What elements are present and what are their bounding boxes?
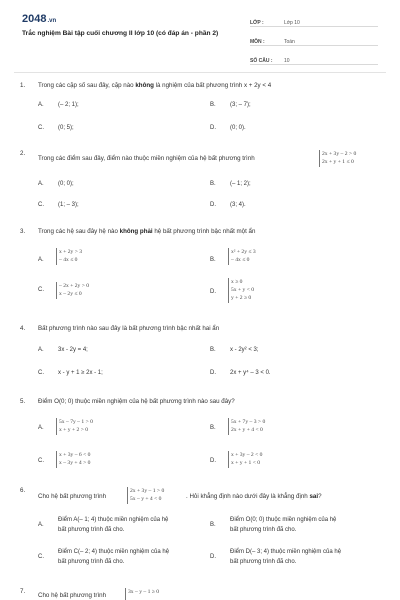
question-number: 6. xyxy=(20,487,26,494)
question-1: 1. Trong các cặp số sau đây, cặp nào không là nghiệm của bất phương trình x + 2y < 4 A. (– 2; 1); B. (3; – 7); C. (0; 5); D. (0; 0). xyxy=(20,82,382,134)
class-label: LỚP : xyxy=(250,20,264,26)
question-number: 1. xyxy=(20,82,26,89)
keyword: sai xyxy=(309,493,319,500)
count-value: 10 xyxy=(284,58,290,64)
system-brace xyxy=(125,588,126,600)
question-number: 3. xyxy=(20,228,26,235)
system-brace xyxy=(228,278,229,303)
option-d-system: x ≥ 0 5x + y < 0 y + 2 ≥ 0 xyxy=(231,279,255,301)
question-text: Trong các điểm sau đây, điểm nào thuộc miền nghiệm của hệ bất phương trình xyxy=(38,155,255,162)
question-2: 2. Trong các điểm sau đây, điểm nào thuộc miền nghiệm của hệ bất phương trình 2x + 3y – 2 > 0 2x + y + 1 ≤ 0 A. (0; 0); B. (– 1; 2); C. (1; – 3); D. (3; 4). xyxy=(20,150,382,216)
logo-suffix: .vn xyxy=(47,18,57,24)
question-text: Cho hệ bất phương trình xyxy=(38,493,107,500)
question-3: 3. Trong các hệ sau đây hệ nào không phải hệ bất phương trình bậc nhất một ẩn A. x + 2y > 3 – 4x ≤ 0 B. x² + 2y ≤ 3 – 4x ≤ 0 C. – 2x + 2y > 0 x – 2y ≤ 0 D. x ≥ 0 5x + y < 0 y + 2 ≥ 0 xyxy=(20,228,382,312)
subject-value: Toán xyxy=(284,39,295,45)
system-brace xyxy=(319,150,320,167)
worksheet-meta xyxy=(250,14,378,71)
question-text: Cho hệ bất phương trình xyxy=(38,592,107,599)
subject-label: MÔN : xyxy=(250,39,265,45)
question-5: 5. Điểm O(0; 0) thuộc miền nghiệm của hệ bất phương trình nào sau đây? A. 5x – 7y – 1 > 0 x + y + 2 > 0 B. 5x + 7y – 3 > 0 2x + y + 4 < 0 C. x + 3y – 6 < 0 x – 3y + 4 > 0 D. x + 3y – 2 < 0 x + y + 1 < 0 xyxy=(20,398,382,474)
system-brace xyxy=(228,451,229,468)
worksheet-title: Trắc nghiệm Bài tập cuối chương II lớp 10 (có đáp án - phần 2) xyxy=(22,30,219,37)
system-brace xyxy=(56,418,57,435)
question-number: 7. xyxy=(20,588,26,595)
question-number: 5. xyxy=(20,398,26,405)
question-text: Trong các hệ sau đây hệ nào không phải hệ bất phương trình bậc nhất một ẩn xyxy=(38,228,256,235)
question-text: Bất phương trình nào sau đây là bất phương trình bậc nhất hai ẩn xyxy=(38,325,220,332)
question-text-continued: . Hỏi khẳng định nào dưới đây là khẳng định sai? xyxy=(186,493,322,500)
option-d-system: x + 3y – 2 < 0 x + y + 1 < 0 xyxy=(231,452,263,466)
keyword: không xyxy=(135,82,154,89)
system-of-inequalities: 2x + 3y – 1 > 0 5x – y + 4 < 0 xyxy=(130,488,165,502)
system-brace xyxy=(56,282,57,299)
class-row xyxy=(250,14,378,27)
system-of-inequalities: 3x – y – 1 ≥ 0 xyxy=(128,589,160,595)
question-number: 4. xyxy=(20,325,26,332)
header-divider xyxy=(14,72,386,73)
question-number: 2. xyxy=(20,150,26,157)
system-brace xyxy=(228,248,229,265)
count-row xyxy=(250,52,378,65)
logo-text: 2048 xyxy=(22,13,47,25)
system-brace xyxy=(56,248,57,265)
site-logo[interactable] xyxy=(22,13,56,25)
option-a-system: 5x – 7y – 1 > 0 x + y + 2 > 0 xyxy=(59,419,93,433)
option-c-system: x + 3y – 6 < 0 x – 3y + 4 > 0 xyxy=(59,452,91,466)
count-label: SỐ CÂU : xyxy=(250,58,273,64)
system-brace xyxy=(56,451,57,468)
option-b-system: x² + 2y ≤ 3 – 4x ≤ 0 xyxy=(231,249,256,263)
option-b-system: 5x + 7y – 3 > 0 2x + y + 4 < 0 xyxy=(231,419,266,433)
question-text: Điểm O(0; 0) thuộc miền nghiệm của hệ bất phương trình nào sau đây? xyxy=(38,398,235,405)
question-7 xyxy=(20,588,382,600)
subject-row xyxy=(250,33,378,46)
question-6: 6. Cho hệ bất phương trình 2x + 3y – 1 > 0 5x – y + 4 < 0 . Hỏi khẳng định nào dưới đây là khẳng định sai? A. Điểm A(– 1; 4) thuộc miền nghiệm của hệ bất phương trình đã cho. B. Điểm O(0; 0) thuộc miền nghiệm của hệ bất phương trình đã cho. C. Điểm C(– 2; 4) thuộc miền nghiệm của hệ bất phương trình đã cho. D. Điểm D(– 3; 4) thuộc miền nghiệm của hệ bất phương trình đã cho. xyxy=(20,487,382,577)
option-a-system: x + 2y > 3 – 4x ≤ 0 xyxy=(59,249,83,263)
worksheet-header xyxy=(0,0,400,62)
system-of-inequalities: 2x + 3y – 2 > 0 2x + y + 1 ≤ 0 xyxy=(322,151,357,165)
option-c-system: – 2x + 2y > 0 x – 2y ≤ 0 xyxy=(59,283,90,297)
class-value: Lớp 10 xyxy=(284,20,300,26)
question-text: Trong các cặp số sau đây, cặp nào không là nghiệm của bất phương trình x + 2y < 4 xyxy=(38,82,272,89)
system-brace xyxy=(127,487,128,504)
question-4: 4. Bất phương trình nào sau đây là bất phương trình bậc nhất hai ẩn A. 3x - 2y = 4; B. x - 2y² < 3; C. x - y + 1 ≥ 2x - 1; D. 2x + y⁴ – 3 < 0. xyxy=(20,325,382,381)
system-brace xyxy=(228,418,229,435)
keyword: không phải xyxy=(119,228,153,235)
